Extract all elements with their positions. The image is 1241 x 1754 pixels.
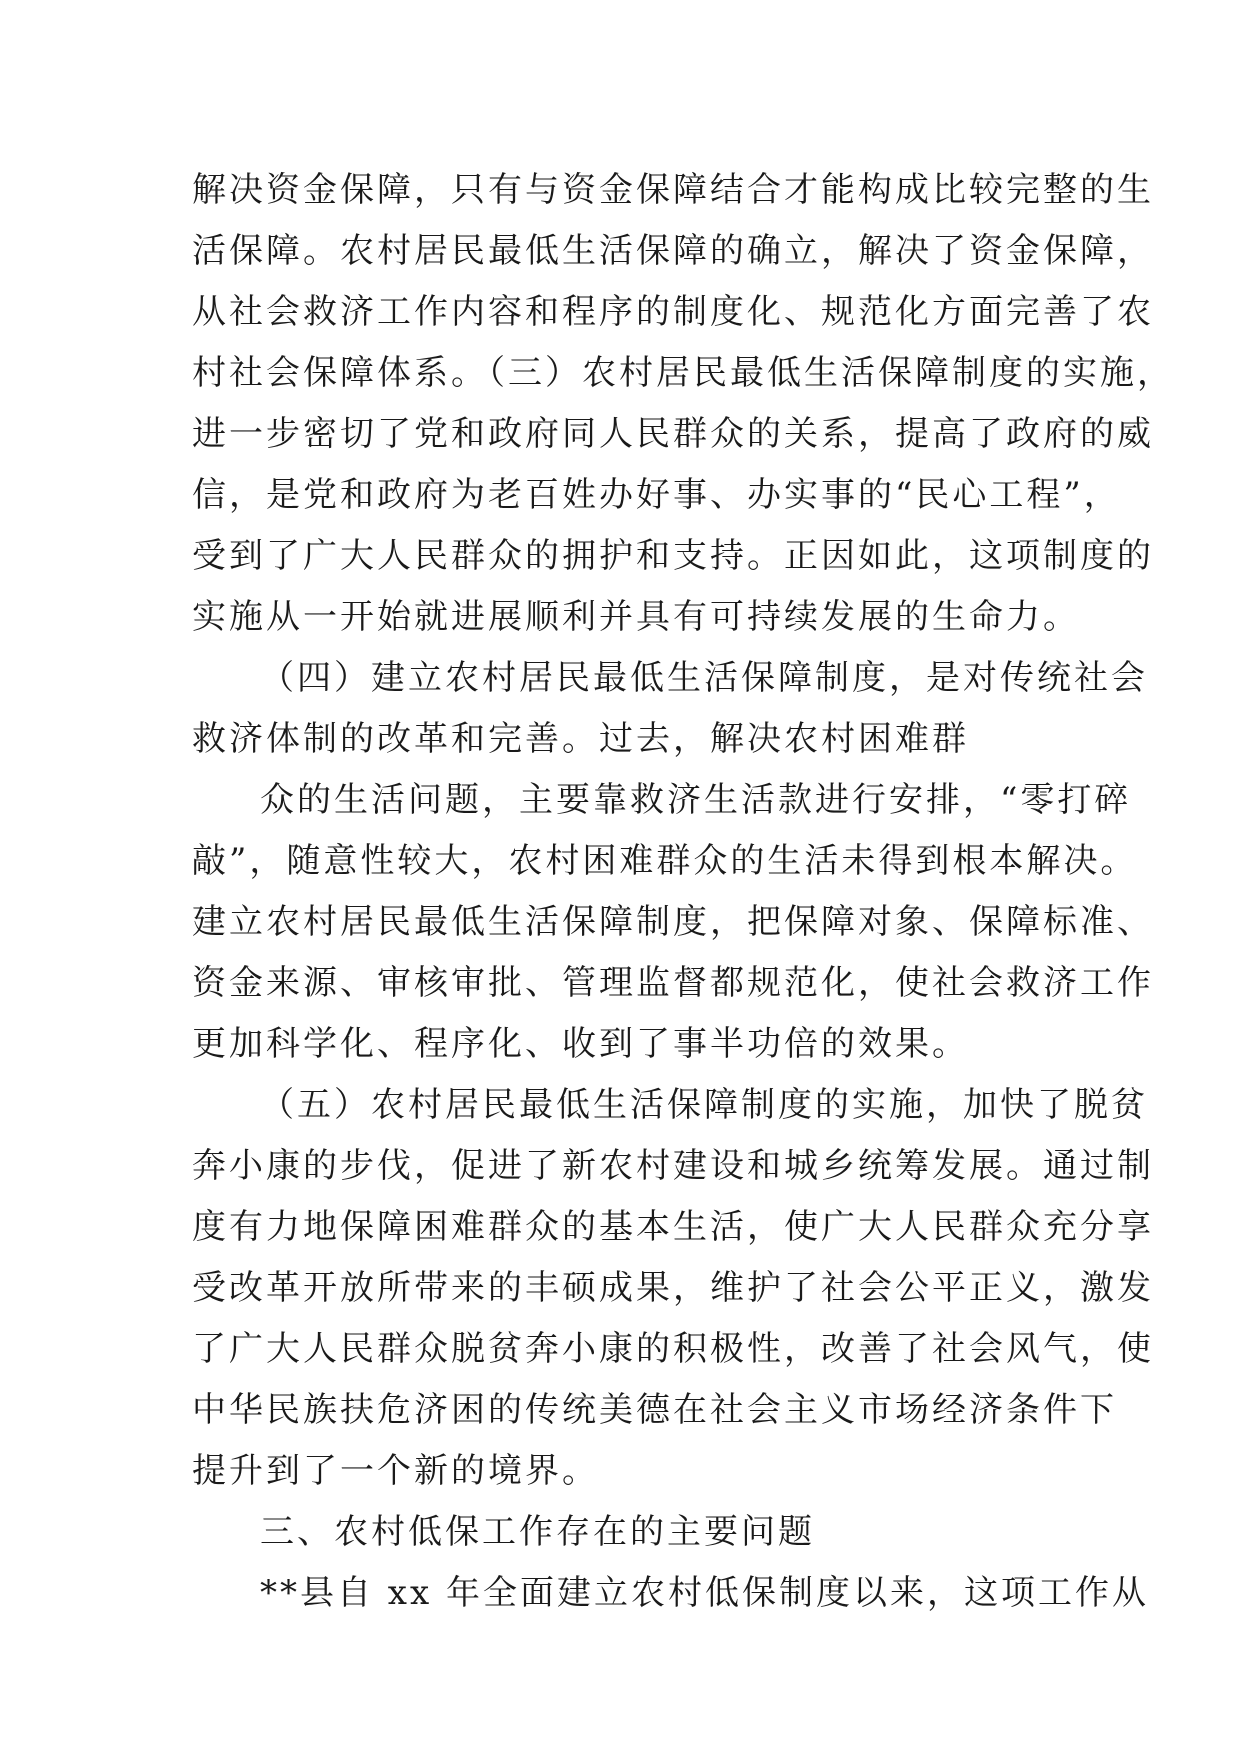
text-line: 解决资金保障，只有与资金保障结合才能构成比较完整的生 — [192, 170, 1154, 210]
text-line: 受改革开放所带来的丰硕成果，维护了社会公平正义，激发 — [192, 1268, 1154, 1308]
text-line: 提升到了一个新的境界。 — [192, 1451, 599, 1491]
text-line: 资金来源、审核审批、管理监督都规范化，使社会救济工作 — [192, 963, 1154, 1003]
text-line: 了广大人民群众脱贫奔小康的积极性，改善了社会风气，使 — [192, 1329, 1154, 1369]
text-line: 信，是党和政府为老百姓办好事、办实事的“民心工程”， — [192, 475, 1121, 515]
text-line: 实施从一开始就进展顺利并具有可持续发展的生命力。 — [192, 597, 1080, 637]
text-line: 进一步密切了党和政府同人民群众的关系，提高了政府的威 — [192, 414, 1154, 454]
paragraph-start-line: 众的生活问题，主要靠救济生活款进行安排，“零打碎 — [260, 780, 1132, 820]
text-line: 更加科学化、程序化、收到了事半功倍的效果。 — [192, 1024, 969, 1064]
text-line: 村社会保障体系。（三）农村居民最低生活保障制度的实施， — [192, 353, 1174, 393]
text-line: 奔小康的步伐，促进了新农村建设和城乡统筹发展。通过制 — [192, 1146, 1154, 1186]
text-line: 中华民族扶危济困的传统美德在社会主义市场经济条件下 — [192, 1390, 1117, 1430]
paragraph-start-line: **县自 xx 年全面建立农村低保制度以来，这项工作从 — [260, 1573, 1149, 1613]
text-line: 从社会救济工作内容和程序的制度化、规范化方面完善了农 — [192, 292, 1154, 332]
paragraph-start-line: （五）农村居民最低生活保障制度的实施，加快了脱贫 — [260, 1085, 1148, 1125]
document-body — [192, 160, 1174, 1624]
text-line: 建立农村居民最低生活保障制度，把保障对象、保障标准、 — [192, 902, 1154, 942]
text-line: 敲”，随意性较大，农村困难群众的生活未得到根本解决。 — [192, 841, 1138, 881]
text-line: 救济体制的改革和完善。过去，解决农村困难群 — [192, 719, 969, 759]
text-line: 活保障。农村居民最低生活保障的确立，解决了资金保障， — [192, 231, 1154, 271]
paragraph-start-line: （四）建立农村居民最低生活保障制度，是对传统社会 — [260, 658, 1148, 698]
text-line: 度有力地保障困难群众的基本生活，使广大人民群众充分享 — [192, 1207, 1154, 1247]
section-heading: 三、农村低保工作存在的主要问题 — [260, 1512, 815, 1552]
text-line: 受到了广大人民群众的拥护和支持。正因如此，这项制度的 — [192, 536, 1154, 576]
